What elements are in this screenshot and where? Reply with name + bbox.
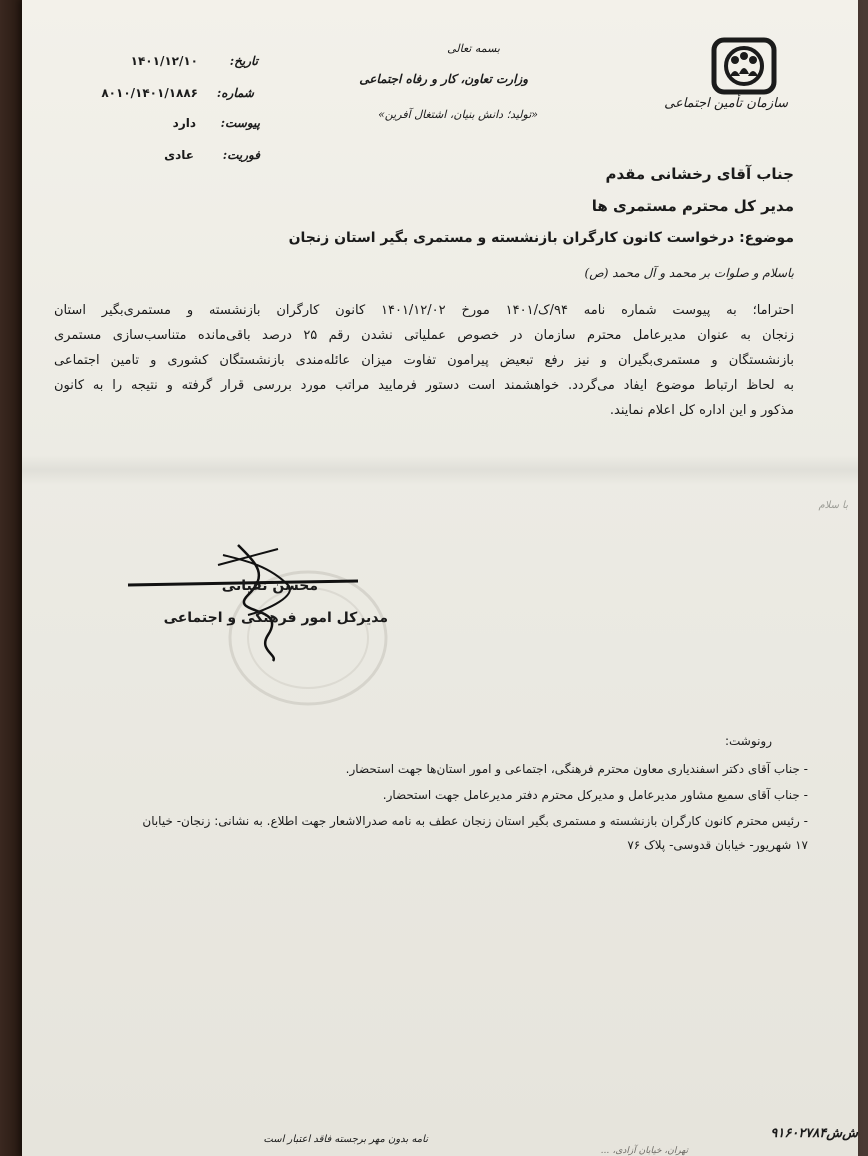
cc-item: - جناب آقای سمیع مشاور مدیرعامل و مدیرکل محترم دفتر مدیرعامل جهت استحضار. — [382, 788, 808, 802]
number-value: ۸۰۱۰/۱۴۰۱/۱۸۸۶ — [101, 86, 198, 100]
body-line: زنجان به عنوان مدیرعامل محترم سازمان در خصوص عملیاتی نشدن رقم ۲۵ درصد باقی‌مانده متناسب‌سازی مستمری — [54, 328, 794, 343]
paper-fold — [22, 455, 858, 485]
letter-body — [54, 298, 794, 423]
cc-item: ۱۷ شهریور- خیابان قدوسی- پلاک ۷۶ — [627, 838, 808, 852]
footer-address: تهران، خیابان آزادی، ... — [601, 1146, 688, 1156]
signer-title: مدیرکل امور فرهنگی و اجتماعی — [163, 610, 388, 626]
year-motto: «تولید؛ دانش بنیان، اشتغال آفرین» — [378, 108, 538, 121]
body-line: به لحاظ ارتباط موضوع ایفاد می‌گردد. خواهشمند است دستور فرمایید مراتب مورد بررسی قرار گرفته و نتیجه را به کانون — [54, 378, 794, 393]
urgency-label: فوریت: — [222, 148, 260, 162]
footer-validity-note: نامه بدون مهر برجسته فاقد اعتبار است — [263, 1134, 428, 1145]
faded-handwritten-mark: با سلام — [818, 500, 848, 511]
document-serial-number: ش‌ش‌۹۱۶۰۲۷۸۴ — [770, 1126, 858, 1141]
cc-heading: رونوشت: — [724, 734, 772, 748]
social-security-logo-icon — [708, 36, 780, 96]
basmala: بسمه تعالی — [447, 42, 500, 55]
date-label: تاریخ: — [229, 54, 258, 68]
urgency-value: عادی — [164, 148, 194, 162]
attachment-value: دارد — [172, 116, 196, 130]
attachment-label: پیوست: — [220, 116, 260, 130]
cc-item: - جناب آقای دکتر اسفندیاری معاون محترم فرهنگی، اجتماعی و امور استان‌ها جهت استحضار. — [345, 762, 808, 776]
letter-subject: موضوع: درخواست کانون کارگران بازنشسته و مستمری بگیر استان زنجان — [288, 230, 794, 246]
ministry-name: وزارت تعاون، کار و رفاه اجتماعی — [359, 72, 528, 86]
letter-page — [22, 0, 858, 1156]
body-line: احتراما؛ به پیوست شماره نامه ۹۴/ک/۱۴۰۱ مورخ ۱۴۰۱/۱۲/۰۲ کانون کارگران بازنشسته و مستمری‌بگیر استان — [54, 303, 794, 318]
number-label: شماره: — [216, 86, 254, 100]
salutation: باسلام و صلوات بر محمد و آل محمد (ص) — [584, 266, 794, 280]
cc-item: - رئیس محترم کانون کارگران بازنشسته و مستمری بگیر استان زنجان عطف به نامه صدرالاشعار جهت اطلاع. به نشانی: زنجان- خیابان — [142, 814, 808, 828]
signer-name: محسن نقیانی — [221, 578, 318, 594]
date-value: ۱۴۰۱/۱۲/۱۰ — [130, 54, 198, 68]
body-line: بازنشستگان و مستمری‌بگیران و نیز رفع تبعیض پیرامون تفاوت میزان عائله‌مندی بازنشستگان کشوری و تامین اجتماعی — [54, 353, 794, 368]
handwritten-signature-icon — [118, 535, 378, 665]
addressee-title: مدیر کل محترم مستمری ها — [591, 197, 794, 215]
addressee-name: جناب آقای رخشانی مقدم — [605, 165, 794, 183]
body-line: مذکور و این اداره کل اعلام نمایند. — [609, 403, 794, 418]
organization-name: سازمان تأمین اجتماعی — [664, 96, 788, 111]
